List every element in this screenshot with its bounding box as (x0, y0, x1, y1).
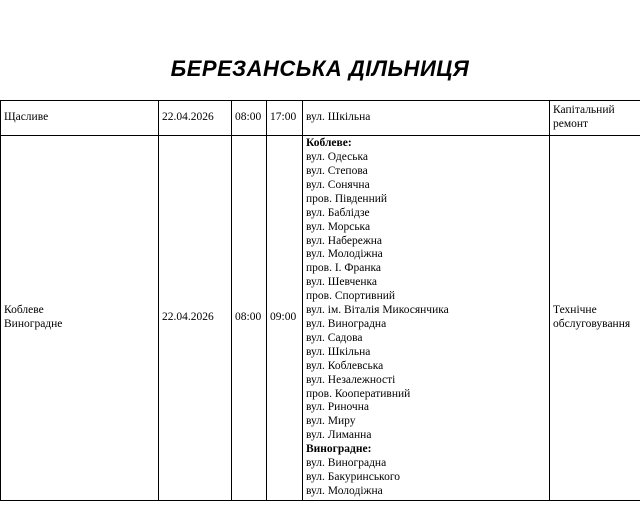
street-item: пров. І. Франка (306, 262, 382, 275)
village-heading: Коблеве: (306, 137, 352, 150)
street-item: вул. Лиманна (306, 429, 372, 442)
street-item: вул. Миру (306, 415, 356, 428)
street-item: вул. Молодіжна (306, 248, 383, 261)
street-item: вул. ім. Віталія Микосянчика (306, 304, 449, 317)
street-item: вул. Шкільна (306, 111, 371, 124)
table-row (1, 101, 640, 136)
date-cell: 22.04.2026 (159, 136, 232, 501)
street-item: вул. Коблевська (306, 359, 384, 372)
streets-cell (303, 101, 550, 136)
time-to-cell: 09:00 (267, 136, 303, 501)
settlement-names: Коблеве Виноградне (4, 304, 63, 330)
street-item: вул. Шкільна (306, 345, 371, 358)
street-item: вул. Одеська (306, 151, 369, 164)
page-title: БЕРЕЗАНСЬКА ДІЛЬНИЦЯ (170, 56, 470, 81)
reason-cell: Капітальний ремонт (550, 101, 640, 136)
street-list (306, 151, 546, 443)
reason-cell: Технічне обслуговування (550, 136, 640, 501)
time-from-cell: 08:00 (232, 101, 267, 136)
date-cell: 22.04.2026 (159, 101, 232, 136)
street-item: вул. Незалежності (306, 373, 396, 386)
street-item: пров. Південний (306, 192, 388, 205)
street-item: вул. Молодіжна (306, 484, 383, 497)
time-to-cell: 17:00 (267, 101, 303, 136)
street-item: вул. Риночна (306, 401, 369, 414)
street-list (306, 457, 546, 499)
time-from-cell: 08:00 (232, 136, 267, 501)
street-item: вул. Шевченка (306, 276, 378, 289)
street-item: вул. Степова (306, 165, 368, 178)
street-item: вул. Набережна (306, 234, 383, 247)
street-item: вул. Виноградна (306, 457, 387, 470)
settlement-cell: Щасливе (1, 101, 159, 136)
settlement-cell (1, 136, 159, 501)
streets-cell (303, 136, 550, 501)
village-heading: Виноградне: (306, 443, 372, 456)
street-item: пров. Кооперативний (306, 387, 411, 400)
table-row (1, 136, 640, 501)
street-item: вул. Садова (306, 331, 363, 344)
outage-schedule-table (0, 100, 640, 501)
street-item: пров. Спортивний (306, 290, 396, 303)
street-item: вул. Бакуринського (306, 470, 400, 483)
street-item: вул. Морська (306, 220, 371, 233)
street-item: вул. Виноградна (306, 318, 387, 330)
street-item: вул. Сонячна (306, 178, 370, 191)
street-item: вул. Баблідзе (306, 206, 370, 219)
